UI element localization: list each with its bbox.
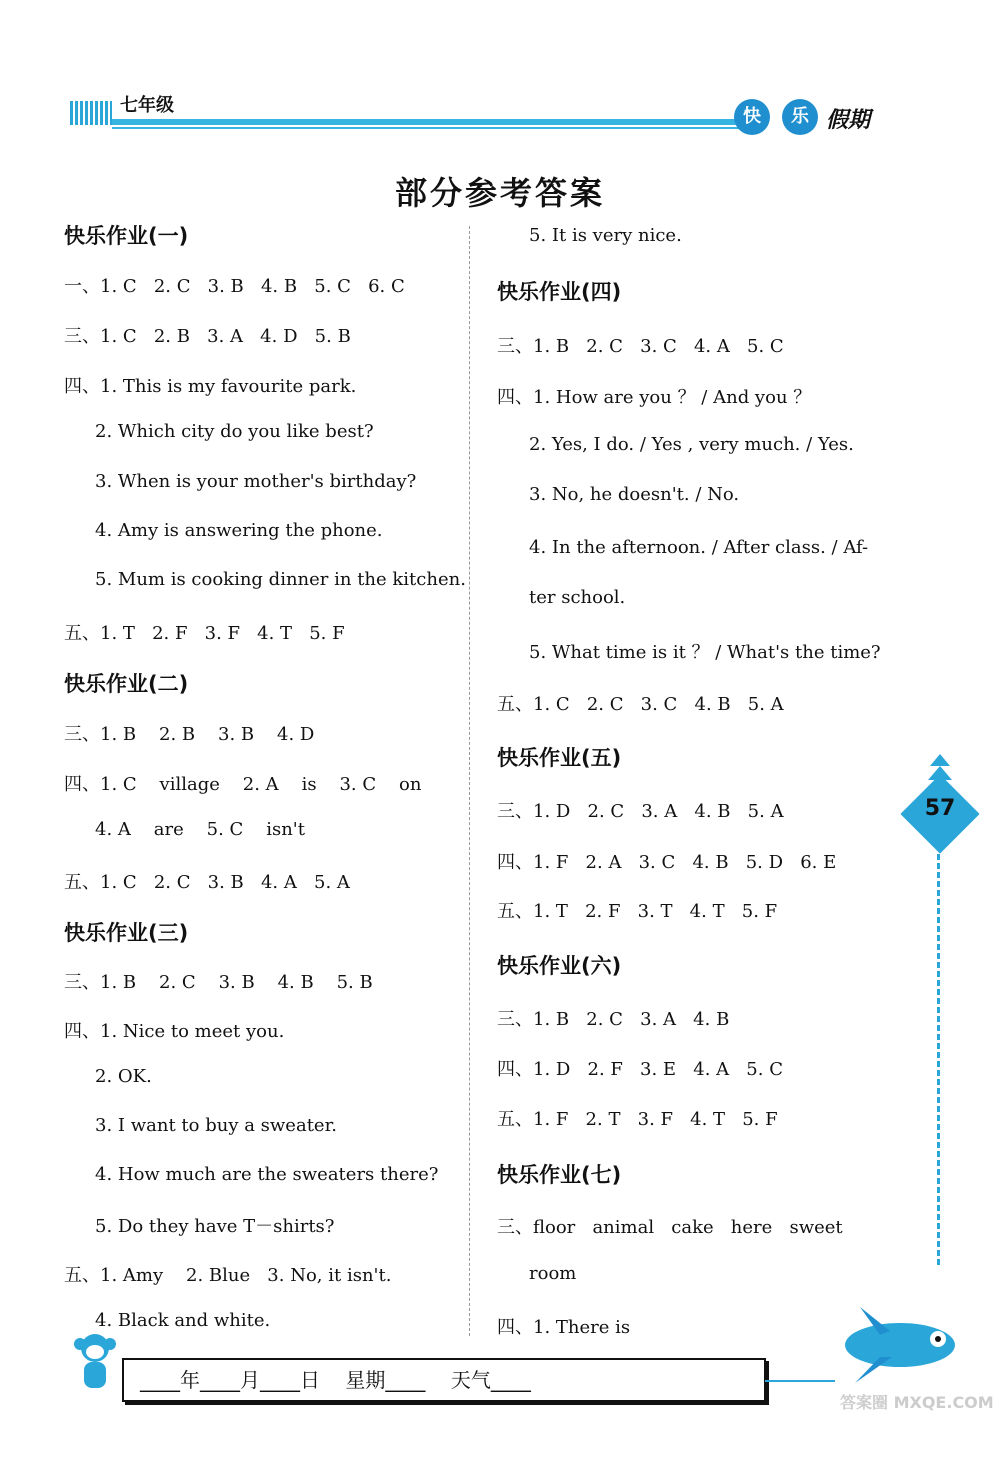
- header-stripes: [70, 101, 112, 125]
- answer-line: 2. OK.: [95, 1066, 152, 1087]
- answer-line: 5. Do they have T－shirts?: [95, 1216, 335, 1237]
- section-heading: 快乐作业(六): [497, 954, 622, 978]
- happy-holiday-logo: [730, 97, 905, 137]
- column-divider: [469, 226, 470, 1336]
- page-side-line: [937, 845, 940, 1265]
- answer-line: 3. No, he doesn't. / No.: [529, 484, 740, 505]
- answer-line: 三、1. B 2. B 3. B 4. D: [64, 724, 315, 745]
- answer-line: 3. When is your mother's birthday?: [95, 471, 417, 492]
- header-rule: [112, 119, 762, 125]
- answer-line: 四、1. This is my favourite park.: [64, 376, 357, 397]
- answer-line: 4. How much are the sweaters there?: [95, 1164, 439, 1185]
- grade-label: 七年级: [120, 95, 174, 116]
- logo-badge-le: 乐: [782, 99, 818, 135]
- answer-line: 4. Black and white.: [95, 1310, 271, 1331]
- answer-line: 四、1. D 2. F 3. E 4. A 5. C: [497, 1059, 783, 1080]
- answer-line: 三、1. C 2. B 3. A 4. D 5. B: [64, 326, 351, 347]
- answer-line: 五、1. F 2. T 3. F 4. T 5. F: [497, 1109, 778, 1130]
- answer-line: 五、1. C 2. C 3. C 4. B 5. A: [497, 694, 784, 715]
- answer-line: 4. In the afternoon. / After class. / Af-: [529, 537, 869, 558]
- logo-badge-kuai: 快: [734, 99, 770, 135]
- section-heading: 快乐作业(一): [64, 224, 189, 248]
- answer-line: 三、1. B 2. C 3. A 4. B: [497, 1009, 730, 1030]
- logo-text: 假期: [826, 108, 871, 133]
- page-title: 部分参考答案: [394, 174, 605, 212]
- answer-line: 2. Yes, I do. / Yes , very much. / Yes.: [529, 434, 854, 455]
- diary-date-line: ____年____月____日 星期____ 天气____: [140, 1368, 531, 1392]
- answer-line: 5. What time is it ？ / What's the time?: [529, 642, 881, 663]
- answer-line: 4. A are 5. C isn't: [95, 819, 305, 840]
- section-heading: 快乐作业(五): [497, 746, 622, 770]
- section-heading: 快乐作业(四): [497, 280, 622, 304]
- section-heading: 快乐作业(二): [64, 672, 189, 696]
- page-number: 57: [924, 796, 956, 821]
- answer-line: 四、1. How are you ？ / And you ？: [497, 387, 812, 408]
- answer-line: 四、1. C village 2. A is 3. C on: [64, 774, 422, 795]
- answer-line: 四、1. Nice to meet you.: [64, 1021, 285, 1042]
- answer-line: 五、1. C 2. C 3. B 4. A 5. A: [64, 872, 350, 893]
- monkey-mascot-icon: [70, 1330, 120, 1394]
- answer-line: 三、1. D 2. C 3. A 4. B 5. A: [497, 801, 784, 822]
- header-rule-thin: [112, 127, 762, 129]
- answer-line: 4. Amy is answering the phone.: [95, 520, 383, 541]
- answer-line: 3. I want to buy a sweater.: [95, 1115, 337, 1136]
- answer-line: ter school.: [529, 587, 626, 608]
- answer-line: 五、1. Amy 2. Blue 3. No, it isn't.: [64, 1265, 392, 1286]
- answer-line: 2. Which city do you like best?: [95, 421, 374, 442]
- airplane-mascot-icon: [820, 1305, 960, 1385]
- answer-line: 五、1. T 2. F 3. T 4. T 5. F: [497, 901, 778, 922]
- answer-line: 四、1. There is: [497, 1317, 631, 1338]
- answer-line: 三、floor animal cake here sweet: [497, 1217, 843, 1238]
- page-header: [70, 85, 900, 145]
- answer-line: 三、1. B 2. C 3. C 4. A 5. C: [497, 336, 784, 357]
- section-heading: 快乐作业(三): [64, 921, 189, 945]
- answer-line: 5. Mum is cooking dinner in the kitchen.: [95, 569, 466, 590]
- answer-line: 四、1. F 2. A 3. C 4. B 5. D 6. E: [497, 852, 837, 873]
- answer-line: 五、1. T 2. F 3. F 4. T 5. F: [64, 623, 345, 644]
- answer-line: 5. It is very nice.: [529, 225, 682, 246]
- watermark: 答案圈 MXQE.COM: [840, 1393, 994, 1412]
- answer-line: 三、1. B 2. C 3. B 4. B 5. B: [64, 972, 373, 993]
- answer-line: 一、1. C 2. C 3. B 4. B 5. C 6. C: [64, 276, 405, 297]
- section-heading: 快乐作业(七): [497, 1163, 622, 1187]
- answer-line: room: [529, 1263, 577, 1284]
